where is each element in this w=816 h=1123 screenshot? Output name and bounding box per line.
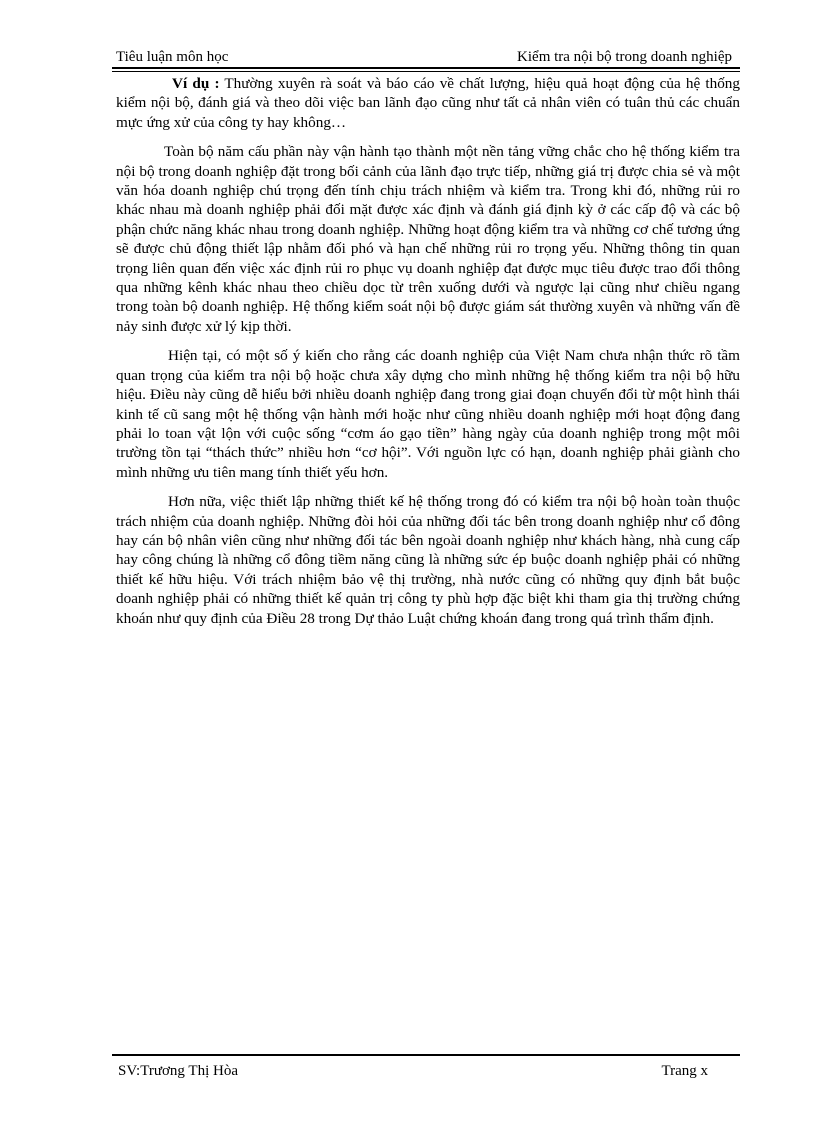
example-label: Ví dụ : bbox=[172, 75, 220, 92]
header-course-title: Tiêu luận môn học bbox=[116, 49, 229, 65]
body-paragraph: Hơn nữa, việc thiết lập những thiết kế hệ thống trong đó có kiểm tra nội bộ hoàn toàn thuộc trách nhiệm của doanh nghiệp. Những đòi hỏi của những đối tác bên trong doanh nghiệp như cổ đông hay cán bộ nhân viên cũng như những đối tác bên ngoài doanh nghiệp như khách hàng, nhà cung cấp hay công chúng là những cổ đông tiềm năng cũng là những sức ép buộc doanh nghiệp phải có những thiết kế hữu hiệu. Với trách nhiệm bảo vệ thị trường, nhà nước cũng có những quy định bắt buộc doanh nghiệp phải có những thiết kế quản trị công ty phù hợp đặc biệt khi tham gia thị trường chứng khoán như quy định của Điều 28 trong Dự thảo Luật chứng khoán đang trong quá trình thẩm định. bbox=[116, 493, 740, 627]
header-document-title: Kiểm tra nội bộ trong doanh nghiệp bbox=[517, 49, 732, 65]
example-text: Thường xuyên rà soát và báo cáo về chất lượng, hiệu quả hoạt động của hệ thống kiểm nội bộ, đánh giá và theo dõi việc ban lãnh đạo cũng như tất cả nhân viên có tuân thủ các chuẩn mực ứng xử của công ty hay không… bbox=[116, 75, 740, 131]
page-footer bbox=[112, 1060, 740, 1084]
footer-page-number: Trang x bbox=[661, 1063, 708, 1079]
header-rule-thin bbox=[112, 71, 740, 72]
example-paragraph bbox=[116, 74, 740, 132]
header-rule bbox=[112, 67, 740, 69]
body-paragraph: Toàn bộ năm cấu phần này vận hành tạo thành một nền tảng vững chắc cho hệ thống kiểm tra nội bộ trong doanh nghiệp đặt trong bối cảnh của lãnh đạo trực tiếp, những giá trị được chia sẻ và một văn hóa doanh nghiệp chú trọng đến tính chịu trách nhiệm và kiểm tra. Trong khi đó, những rủi ro khác nhau mà doanh nghiệp phải đối mặt được xác định và đánh giá định kỳ ở các cấp độ và các bộ phận chức năng khác nhau trong doanh nghiệp. Những hoạt động kiểm tra và những cơ chế tương ứng sẽ được chủ động thiết lập nhằm đối phó và hạn chế những rủi ro trọng yếu. Những thông tin quan trọng liên quan đến việc xác định rủi ro phục vụ doanh nghiệp đạt được mục tiêu được trao đổi thông qua những kênh khác nhau theo chiều dọc từ trên xuống dưới và ngược lại cũng như chiều ngang trong toàn bộ doanh nghiệp. Hệ thống kiểm soát nội bộ được giám sát thường xuyên và những vấn đề nảy sinh được xử lý kịp thời. bbox=[116, 143, 740, 335]
body-paragraph: Hiện tại, có một số ý kiến cho rằng các doanh nghiệp của Việt Nam chưa nhận thức rõ tầm quan trọng của kiểm tra nội bộ hoặc chưa xây dựng cho mình những hệ thống kiểm tra nội bộ hữu hiệu. Điều này cũng dễ hiểu bởi nhiều doanh nghiệp đang trong giai đoạn chuyển đổi từ một hình thái kinh tế cũ sang một hệ thống vận hành mới hoặc như cũng nhiều doanh nghiệp mới hoạt động đang phải lo toan vật lộn với cuộc sống “cơm áo gạo tiền” hàng ngày của doanh nghiệp trong một môi trường tồn tại “thách thức” nhiều hơn “cơ hội”. Với nguồn lực có hạn, doanh nghiệp phải giành cho mình những ưu tiên mang tính thiết yếu hơn. bbox=[116, 347, 740, 481]
footer-student-name: SV:Trương Thị Hòa bbox=[118, 1063, 238, 1079]
footer-rule bbox=[112, 1054, 740, 1056]
document-body bbox=[116, 74, 740, 638]
